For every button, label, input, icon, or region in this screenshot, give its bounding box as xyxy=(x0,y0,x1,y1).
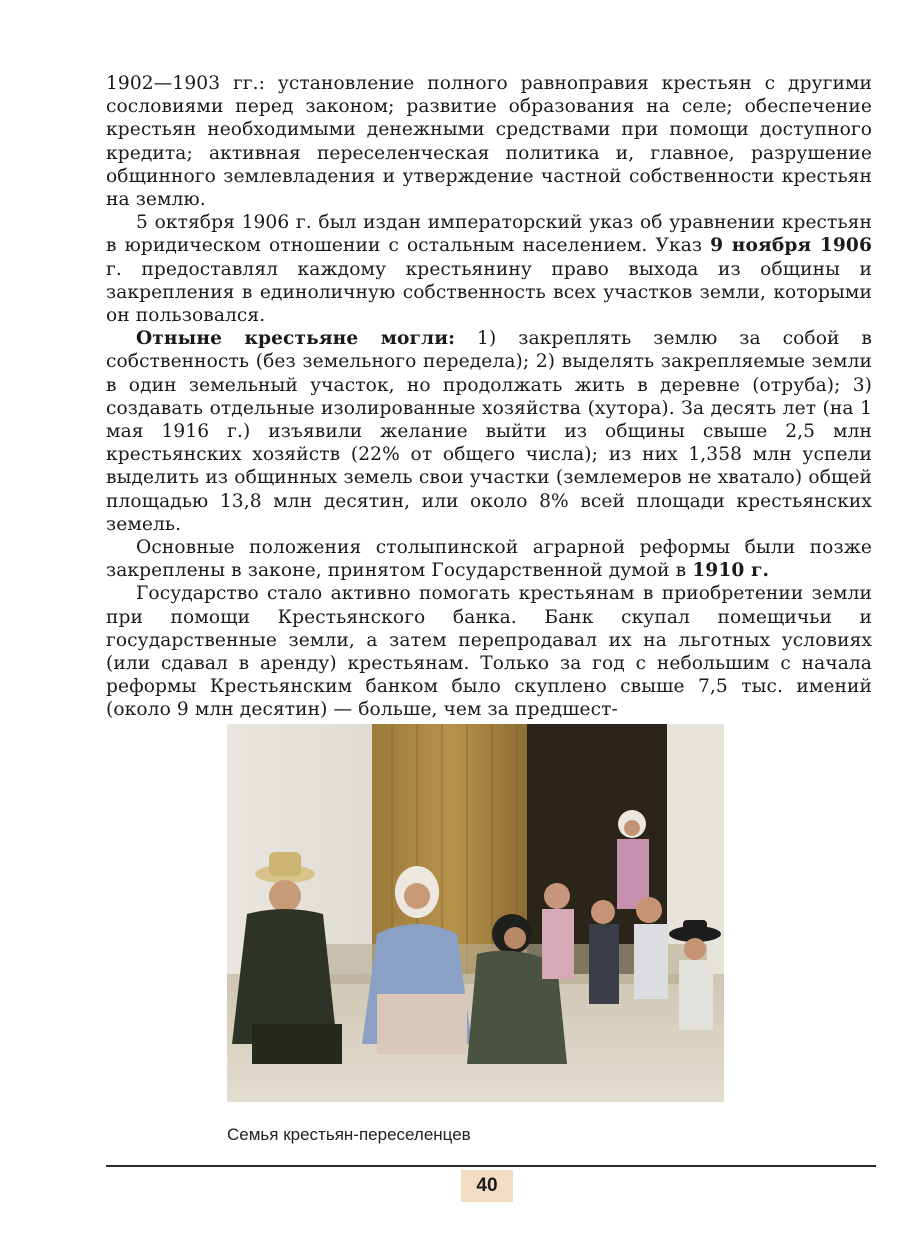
photo-caption: Семья крестьян-переселенцев xyxy=(227,1125,471,1144)
paragraph-peasant-bank: Государство стало активно помогать крестьянам в приобретении земли при помощи Крестьянского банка. Банк скупал помещичьи и государственные земли, а затем перепродавал их на льготных условиях (или сдавал в аренду) крестьянам. Только за год с небольшим с начала реформы Крестьянским банком было скуплено свыше 7,5 тыс. имений (около 9 млн десятин) — больше, чем за предшест- xyxy=(106,583,872,721)
body-text xyxy=(106,72,872,722)
decrees-text-a: 5 октября 1906 г. был издан императорский указ об уравнении крестьян в юридическом отношении с остальным населением. Указ xyxy=(106,212,872,257)
page-number: 40 xyxy=(461,1170,513,1202)
footer-rule xyxy=(106,1165,876,1167)
decree-date-bold: 9 ноября 1906 xyxy=(710,235,872,257)
duma-law-text: Основные положения столыпинской аграрной реформы были позже закреплены в законе, принятом Государственной думой в xyxy=(106,537,872,582)
peasant-family-photo xyxy=(227,724,724,1102)
paragraph-decrees xyxy=(106,211,872,327)
decrees-text-c: г. предоставлял каждому крестьянину право выхода из общины и закрепления в единоличную собственность всех участков земли, которыми он пользовался. xyxy=(106,258,872,327)
peasant-rights-text: 1) закреплять землю за собой в собственность (без земельного передела); 2) выделять закрепляемые земли в один земельный участок, но продолжать жить в деревне (отруба); 3) создавать отдельные изолированные хозяйства (хутора). За десять лет (на 1 мая 1916 г.) изъявили желание выйти из общины свыше 2,5 млн крестьянских хозяйств (22% от общего числа); из них 1,358 млн успели выделить из общинных земель свои участки (землемеров не хватало) общей площадью 13,8 млн десятин, или около 8% всей площади крестьянских земель. xyxy=(106,328,873,535)
paragraph-peasant-rights xyxy=(106,327,872,536)
paragraph-reform-goals: 1902—1903 гг.: установление полного равноправия крестьян с другими сословиями перед законом; развитие образования на селе; обеспечение крестьян необходимыми денежными средствами при помощи доступного кредита; активная переселенческая политика и, главное, разрушение общинного землевладения и утверждение частной собственности крестьян на землю. xyxy=(106,73,872,211)
peasant-rights-heading: Отныне крестьяне могли: xyxy=(136,328,456,350)
duma-law-year: 1910 г. xyxy=(692,560,770,582)
paragraph-duma-law xyxy=(106,536,872,582)
